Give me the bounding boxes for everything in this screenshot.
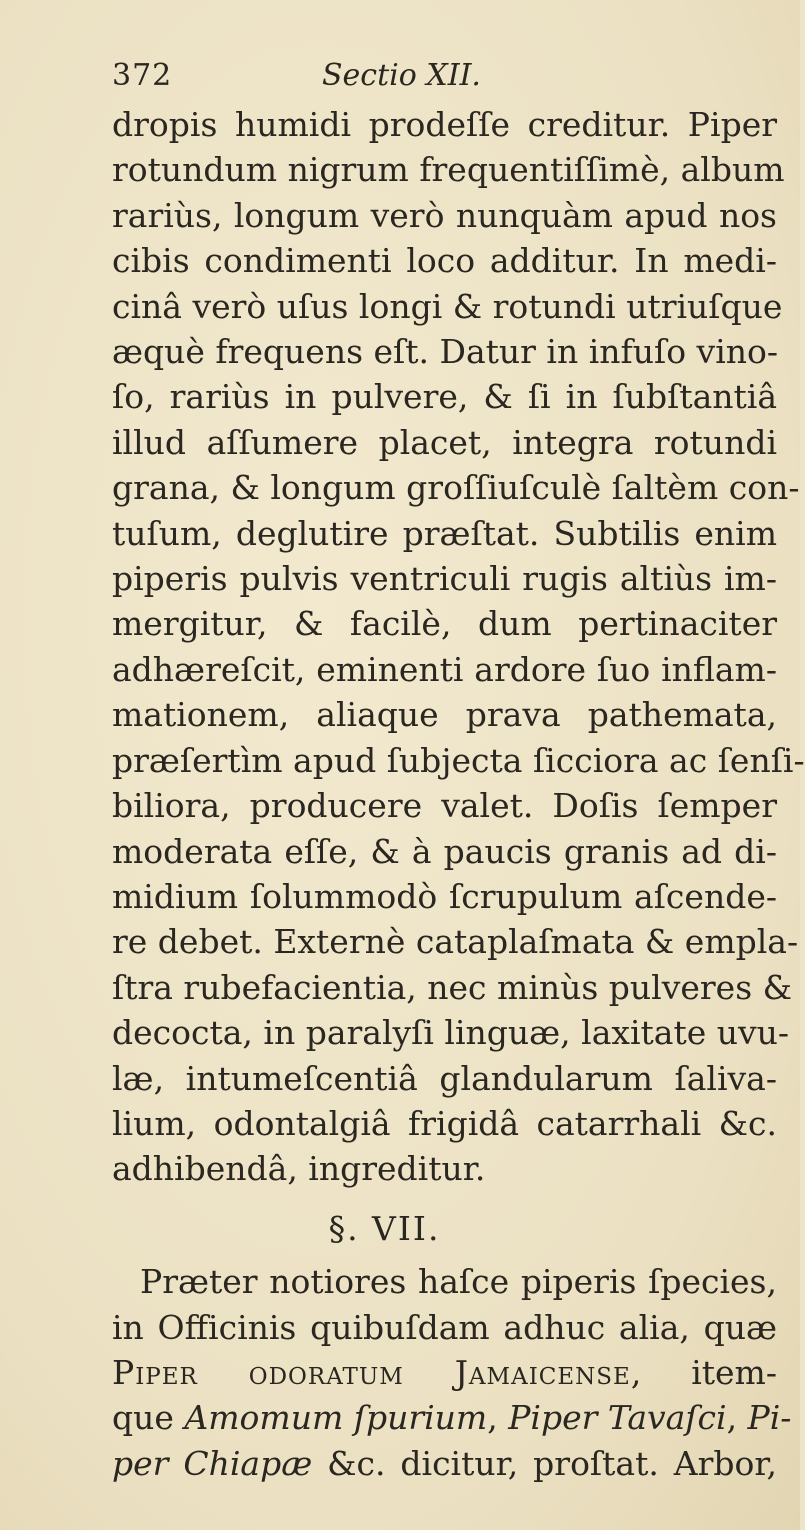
text-fragment: &c. dicitur, proſtat. Arbor, (312, 1443, 777, 1483)
text-line (112, 1350, 777, 1395)
text-line: tuſum, deglutire præſtat. Subtilis enim (112, 513, 777, 553)
running-head (112, 58, 770, 102)
species-name-italic: Pi- (747, 1398, 792, 1438)
text-line: moderata eſſe, & à paucis granis ad di- (112, 831, 777, 871)
text-line: lium, odontalgiâ frigidâ catarrhali &c. (112, 1103, 777, 1143)
text-line: in Officinis quibuſdam adhuc alia, quæ (112, 1307, 777, 1347)
text-line: adhibendâ, ingreditur. (112, 1149, 486, 1189)
text-line: rotundum nigrum frequentiſſimè, album (112, 150, 785, 190)
species-name-italic: Piper Tavaſci (508, 1398, 727, 1438)
text-line: dropis humidi prodeſſe creditur. Piper (112, 105, 777, 144)
text-line: biliora, producere valet. Doſis ſemper (112, 786, 777, 826)
text-line: adhæreſcit, eminenti ardore ſuo inflam- (112, 649, 777, 689)
text-line: piperis pulvis ventriculi rugis altiùs im- (112, 559, 777, 599)
text-line (112, 1441, 777, 1486)
text-line: cibis condimenti loco additur. In medi- (112, 241, 777, 281)
text-fragment: , (726, 1398, 748, 1438)
species-name-small-caps: Piper odoratum Jamaicense (112, 1352, 631, 1392)
text-line: ſo, rariùs in pulvere, & ſi in ſubſtantiâ (112, 377, 777, 417)
text-line: ſtra rubefacientia, nec minùs pulveres & (112, 967, 793, 1007)
text-line: cinâ verò uſus longi & rotundi utriuſque (112, 286, 783, 326)
species-name-italic: Amomum ſpurium (184, 1398, 488, 1438)
text-line: decocta, in paralyſi linguæ, laxitate uvu- (112, 1013, 790, 1053)
section-title: Sectio XII. (322, 58, 481, 93)
text-line: læ, intumeſcentiâ glandularum ſaliva- (112, 1058, 777, 1098)
text-line: re debet. Externè cataplaſmata & empla- (112, 922, 799, 962)
text-line: rariùs, longum verò nunquàm apud nos (112, 195, 777, 235)
text-fragment: , item- (630, 1352, 777, 1392)
text-line: præſertìm apud ſubjecta ſicciora ac ſenſi- (112, 740, 805, 780)
text-fragment: , (487, 1398, 509, 1438)
section-heading: §. VII. (328, 1208, 441, 1248)
text-line: mergitur, & facilè, dum pertinaciter (112, 604, 777, 644)
text-line: midium ſolummodò ſcrupulum aſcende- (112, 876, 777, 916)
text-line: Præter notiores haſce piperis ſpecies, (140, 1262, 777, 1302)
text-fragment: que (112, 1398, 185, 1438)
text-line: æquè frequens eſt. Datur in infuſo vino- (112, 332, 779, 372)
body-text (112, 102, 805, 1486)
text-line: illud aſſumere placet, integra rotundi (112, 422, 777, 462)
species-name-italic: per Chiapæ (112, 1443, 313, 1483)
text-line (112, 1395, 792, 1440)
page-number: 372 (112, 58, 173, 93)
text-line: grana, & longum groſſiuſculè ſaltèm con- (112, 468, 800, 508)
text-line: mationem, aliaque prava pathemata, (112, 695, 777, 735)
